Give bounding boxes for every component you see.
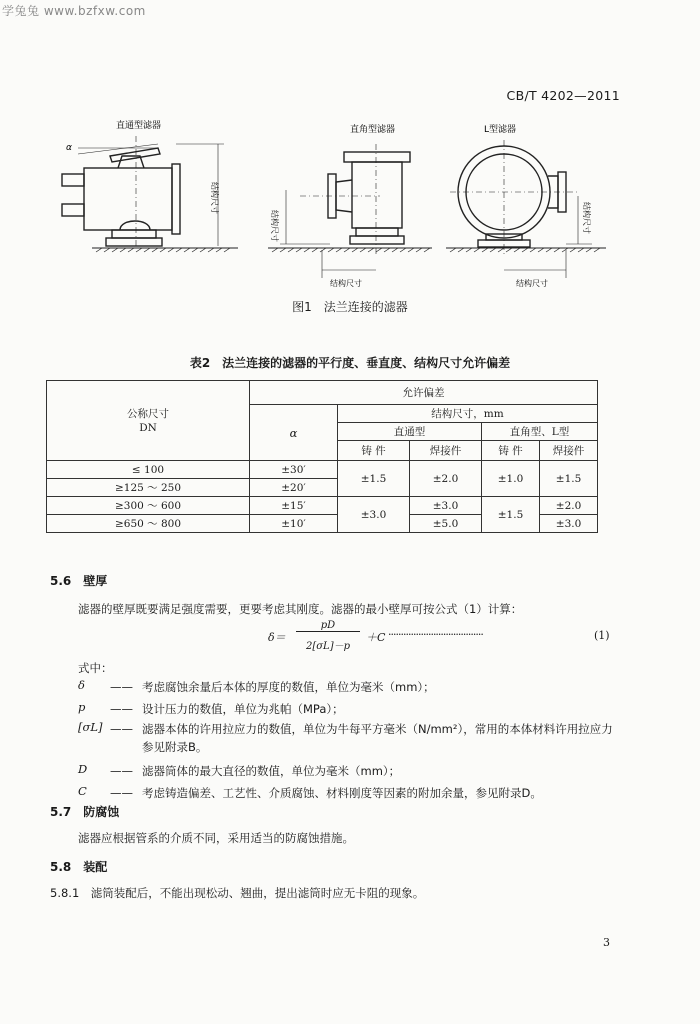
formula-1: δ＝ pD 2[σL]－p ＋C ······································ (1) xyxy=(268,620,610,652)
table-row-alpha: ±15′ xyxy=(250,497,338,515)
watermark: 学兔兔 www.bzfxw.com xyxy=(2,4,146,18)
label-struct-size-5: 结构尺寸 xyxy=(516,279,548,288)
def-row: p —— 设计压力的数值，单位为兆帕（MPa）； xyxy=(78,700,344,716)
section-5-7-heading: 5.7 防腐蚀 xyxy=(50,805,120,819)
section-5-7-text: 滤器应根据管系的介质不同，采用适当的防腐蚀措施。 xyxy=(78,831,354,845)
cell-g1-s-weld: ±2.0 xyxy=(410,461,482,497)
header-struct: 结构尺寸，mm xyxy=(338,405,598,423)
label-straight-filter: 直通型滤器 xyxy=(116,121,162,131)
label-l-type-filter: L型滤器 xyxy=(484,125,517,135)
header-weld: 焊接件 xyxy=(410,441,482,461)
where-label: 式中： xyxy=(78,661,113,675)
header-weld: 焊接件 xyxy=(540,441,598,461)
cell-g1-s-cast: ±1.5 xyxy=(338,461,410,497)
table-row-dn: ≤ 100 xyxy=(47,461,250,479)
table-caption: 表2 法兰连接的滤器的平行度、垂直度、结构尺寸允许偏差 xyxy=(189,356,511,370)
figure-caption: 图1 法兰连接的滤器 xyxy=(292,300,408,314)
cell-g2-s-weld-1: ±3.0 xyxy=(410,497,482,515)
header-allow: 允许偏差 xyxy=(250,381,598,405)
table-row-dn: ≥300 ～ 600 xyxy=(47,497,250,515)
deviation-table xyxy=(46,380,598,533)
header-angle-l: 直角型、L型 xyxy=(482,423,598,441)
cell-g2-a-cast: ±1.5 xyxy=(482,497,540,533)
label-struct-size-2: 结构尺寸 xyxy=(270,210,279,242)
header-cast: 铸 件 xyxy=(338,441,410,461)
label-struct-size-3: 结构尺寸 xyxy=(330,279,362,288)
def-row: δ —— 考虑腐蚀余量后本体的厚度的数值，单位为毫米（mm）； xyxy=(78,678,435,694)
table-row-dn: ≥650 ～ 800 xyxy=(47,515,250,533)
cell-g2-a-weld-2: ±3.0 xyxy=(540,515,598,533)
label-struct-size-1: 结构尺寸 xyxy=(210,182,219,214)
section-5-8-heading: 5.8 装配 xyxy=(50,860,108,874)
cell-g1-a-weld: ±1.5 xyxy=(540,461,598,497)
section-5-8-1-text: 5.8.1 滤筒装配后，不能出现松动、翘曲，提出滤筒时应无卡阻的现象。 xyxy=(50,886,425,900)
table-row-alpha: ±30′ xyxy=(250,461,338,479)
label-alpha: α xyxy=(66,143,72,153)
cell-g2-s-cast: ±3.0 xyxy=(338,497,410,533)
section-5-6-heading: 5.6 壁厚 xyxy=(50,574,108,588)
def-row: C —— 考虑铸造偏差、工艺性、介质腐蚀、材料刚度等因素的附加余量，参见附录D。 xyxy=(78,784,542,800)
cell-g2-a-weld-1: ±2.0 xyxy=(540,497,598,515)
header-nominal: 公称尺寸 DN xyxy=(47,381,250,461)
header-straight: 直通型 xyxy=(338,423,482,441)
cell-g1-a-cast: ±1.0 xyxy=(482,461,540,497)
def-row: [σL] —— 滤器本体的许用拉应力的数值，单位为牛每平方毫米（N/mm²），常用的本体材料许用拉应力参见附录B。 xyxy=(78,720,613,754)
def-row: D —— 滤器筒体的最大直径的数值，单位为毫米（mm）； xyxy=(78,762,401,778)
page-number: 3 xyxy=(603,936,610,949)
label-right-angle-filter: 直角型滤器 xyxy=(350,125,396,135)
label-struct-size-4: 结构尺寸 xyxy=(582,202,591,234)
header-cast: 铸 件 xyxy=(482,441,540,461)
cell-g2-s-weld-2: ±5.0 xyxy=(410,515,482,533)
table-row-alpha: ±10′ xyxy=(250,515,338,533)
header-alpha: α xyxy=(250,405,338,461)
table-row-dn: ≥125 ～ 250 xyxy=(47,479,250,497)
filter-figure xyxy=(0,110,700,295)
section-5-6-text: 滤器的壁厚既要满足强度需要，更要考虑其刚度。滤器的最小壁厚可按公式（1）计算： xyxy=(78,602,523,616)
standard-code: CB/T 4202—2011 xyxy=(506,88,620,103)
table-row-alpha: ±20′ xyxy=(250,479,338,497)
